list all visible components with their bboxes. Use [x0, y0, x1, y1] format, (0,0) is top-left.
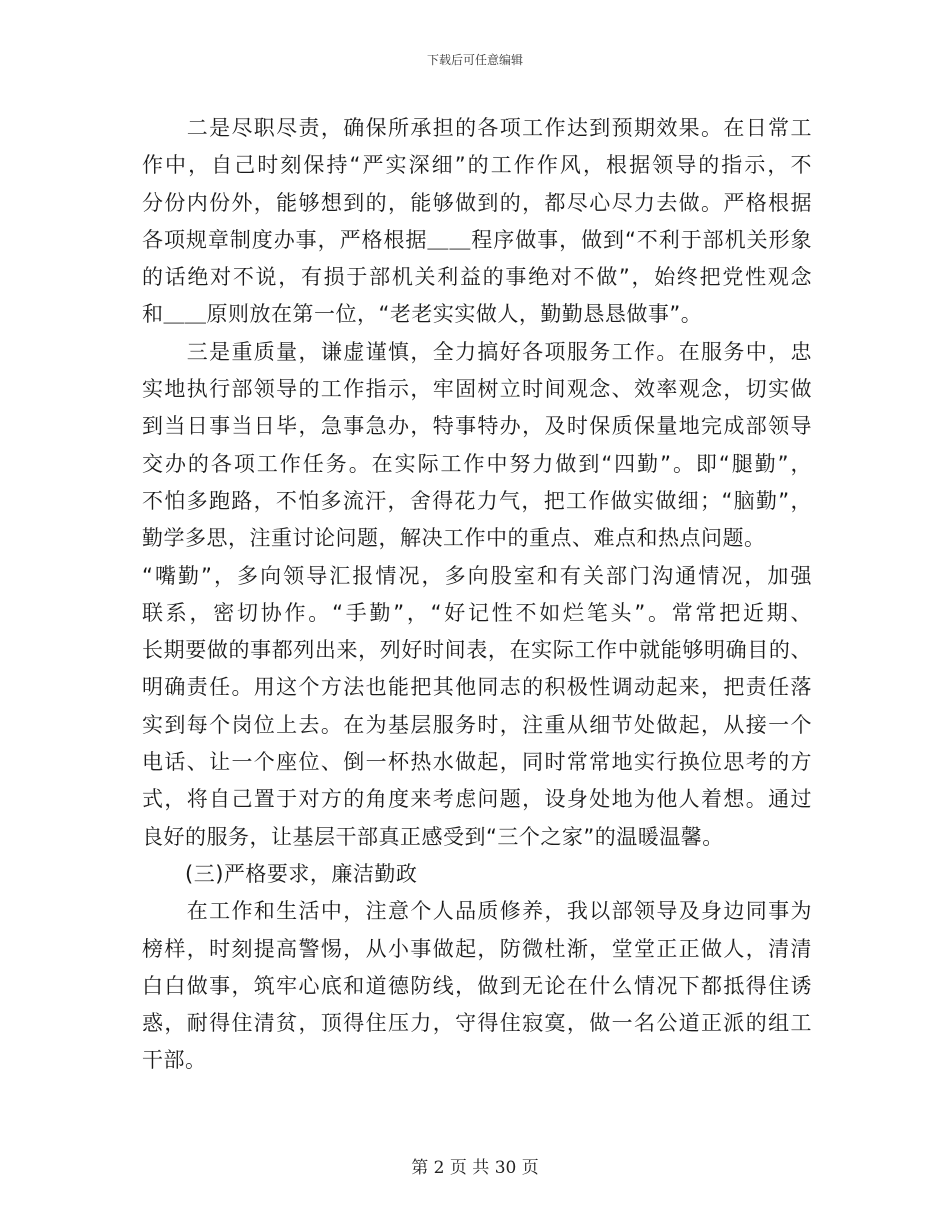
body-line: 式，将自己置于对方的角度来考虑问题，设身处地为他人着想。通过: [142, 787, 812, 812]
body-line: 各项规章制度办事，严格根据＿＿程序做事，做到“不利于部机关形象: [142, 227, 812, 252]
body-line: 良好的服务，让基层干部真正感受到“三个之家”的温暖温馨。: [142, 824, 724, 849]
body-line: 惑，耐得住清贫，顶得住压力，守得住寂寞，做一名公道正派的组工: [142, 1011, 812, 1036]
body-line: 在工作和生活中，注意个人品质修养，我以部领导及身边同事为: [142, 899, 812, 924]
body-line: 分份内份外，能够想到的，能够做到的，都尽心尽力去做。严格根据: [142, 190, 812, 215]
body-line: 长期要做的事都列出来，列好时间表，在实际工作中就能够明确目的、: [142, 638, 812, 663]
body-line: 联系，密切协作。“手勤”，“好记性不如烂笔头”。常常把近期、: [142, 600, 812, 625]
body-line: 电话、让一个座位、倒一杯热水做起，同时常常地实行换位思考的方: [142, 750, 812, 775]
body-line: “嘴勤”，多向领导汇报情况，多向股室和有关部门沟通情况，加强: [142, 563, 812, 588]
document-body: [142, 110, 812, 1080]
body-line: 干部。: [142, 1048, 207, 1073]
body-line: 实到每个岗位上去。在为基层服务时，注重从细节处做起，从接一个: [142, 712, 812, 737]
body-line: 的话绝对不说，有损于部机关利益的事绝对不做”，始终把党性观念: [142, 265, 812, 290]
section-heading: (三)严格要求，廉洁勤政: [142, 861, 418, 886]
body-line: 二是尽职尽责，确保所承担的各项工作达到预期效果。在日常工: [142, 116, 812, 140]
body-line: 榜样，时刻提高警惕，从小事做起，防微杜渐，堂堂正正做人，清清: [142, 936, 812, 961]
body-line: 三是重质量，谦虚谨慎，全力搞好各项服务工作。在服务中，忠: [142, 339, 812, 364]
body-line: 和＿＿原则放在第一位，“老老实实做人，勤勤恳恳做事”。: [142, 302, 703, 327]
body-line: 交办的各项工作任务。在实际工作中努力做到“四勤”。即“腿勤”，: [142, 451, 812, 476]
body-line: 不怕多跑路，不怕多流汗，舍得花力气，把工作做实做细；“脑勤”，: [142, 488, 812, 513]
body-line: 实地执行部领导的工作指示，牢固树立时间观念、效率观念，切实做: [142, 377, 812, 402]
page-number: 第 2 页 共 30 页: [411, 1158, 539, 1178]
body-line: 白白做事，筑牢心底和道德防线，做到无论在什么情况下都抵得住诱: [142, 973, 812, 998]
body-line: 明确责任。用这个方法也能把其他同志的积极性调动起来，把责任落: [142, 675, 812, 700]
body-line: 作中，自己时刻保持“严实深细”的工作作风，根据领导的指示，不: [142, 153, 812, 178]
body-line: 勤学多思，注重讨论问题，解决工作中的重点、难点和热点问题。: [142, 526, 766, 551]
body-line: 到当日事当日毕，急事急办，特事特办，及时保质保量地完成部领导: [142, 414, 812, 439]
page-header: 下载后可任意编辑: [426, 53, 523, 67]
